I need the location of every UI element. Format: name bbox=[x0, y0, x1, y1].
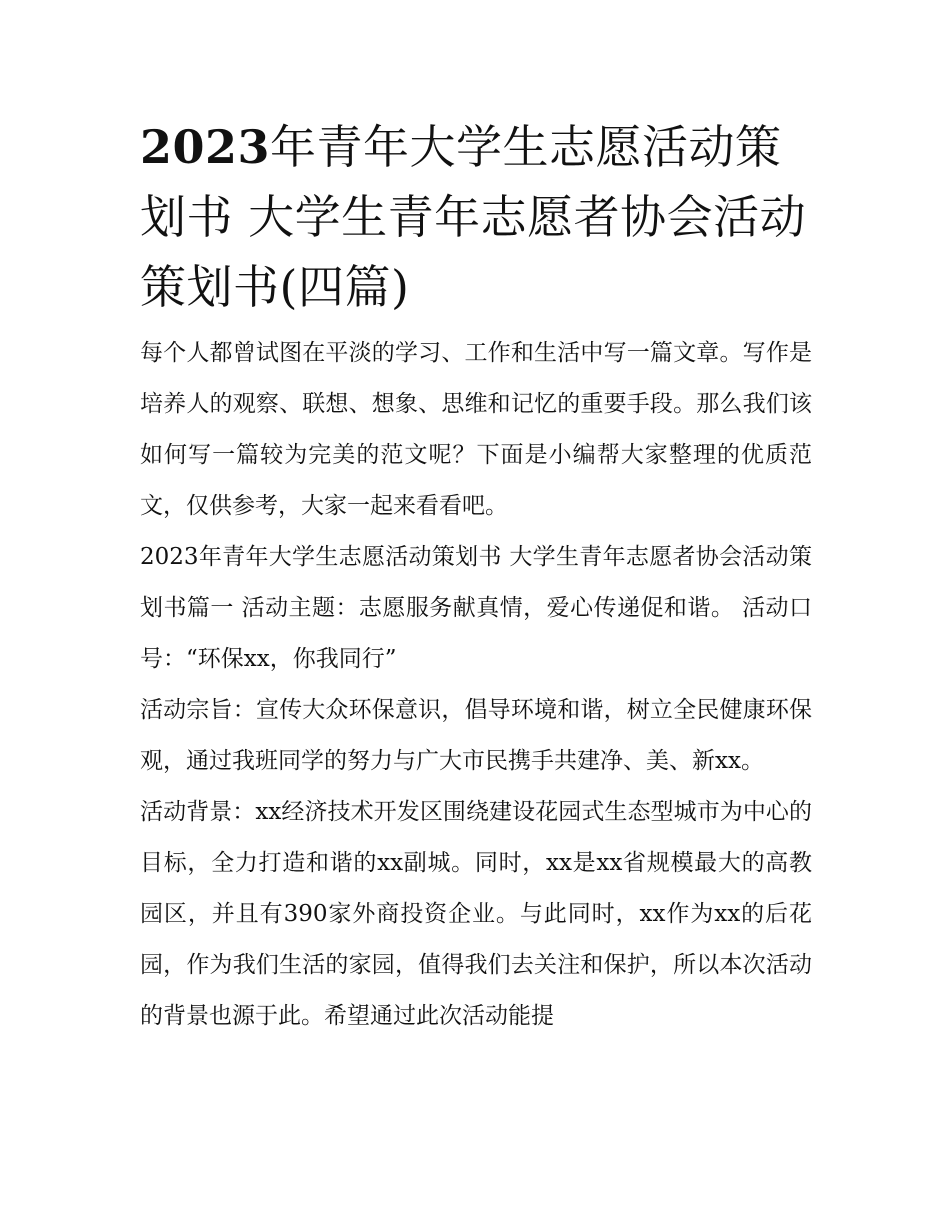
title-text: 年青年大学生志愿活动策划书 大学生青年志愿者协会活动策划书(四篇) bbox=[140, 120, 807, 314]
document-body bbox=[140, 112, 812, 1042]
intro-paragraph: 每个人都曾试图在平淡的学习、工作和生活中写一篇文章。写作是培养人的观察、联想、想象、思维和记忆的重要手段。那么我们该如何写一篇较为完美的范文呢？下面是小编帮大家整理的优质范文，仅供参考，大家一起来看看吧。 bbox=[140, 340, 812, 519]
title-year: 2023 bbox=[140, 120, 271, 174]
background-paragraph: 活动背景：xx经济技术开发区围绕建设花园式生态型城市为中心的目标，全力打造和谐的xx副城。同时，xx是xx省规模最大的高教园区，并且有390家外商投资企业。与此同时，xx作为xx的后花园，作为我们生活的家园，值得我们去关注和保护，所以本次活动的背景也源于此。希望通过此次活动能提 bbox=[140, 799, 812, 1029]
theme-paragraph: 2023年青年大学生志愿活动策划书 大学生青年志愿者协会活动策划书篇一 活动主题：志愿服务献真情，爱心传递促和谐。 活动口号：“环保xx，你我同行” bbox=[140, 544, 812, 672]
document-title bbox=[140, 112, 812, 322]
purpose-paragraph: 活动宗旨：宣传大众环保意识，倡导环境和谐，树立全民健康环保观，通过我班同学的努力与广大市民携手共建净、美、新xx。 bbox=[140, 697, 812, 774]
